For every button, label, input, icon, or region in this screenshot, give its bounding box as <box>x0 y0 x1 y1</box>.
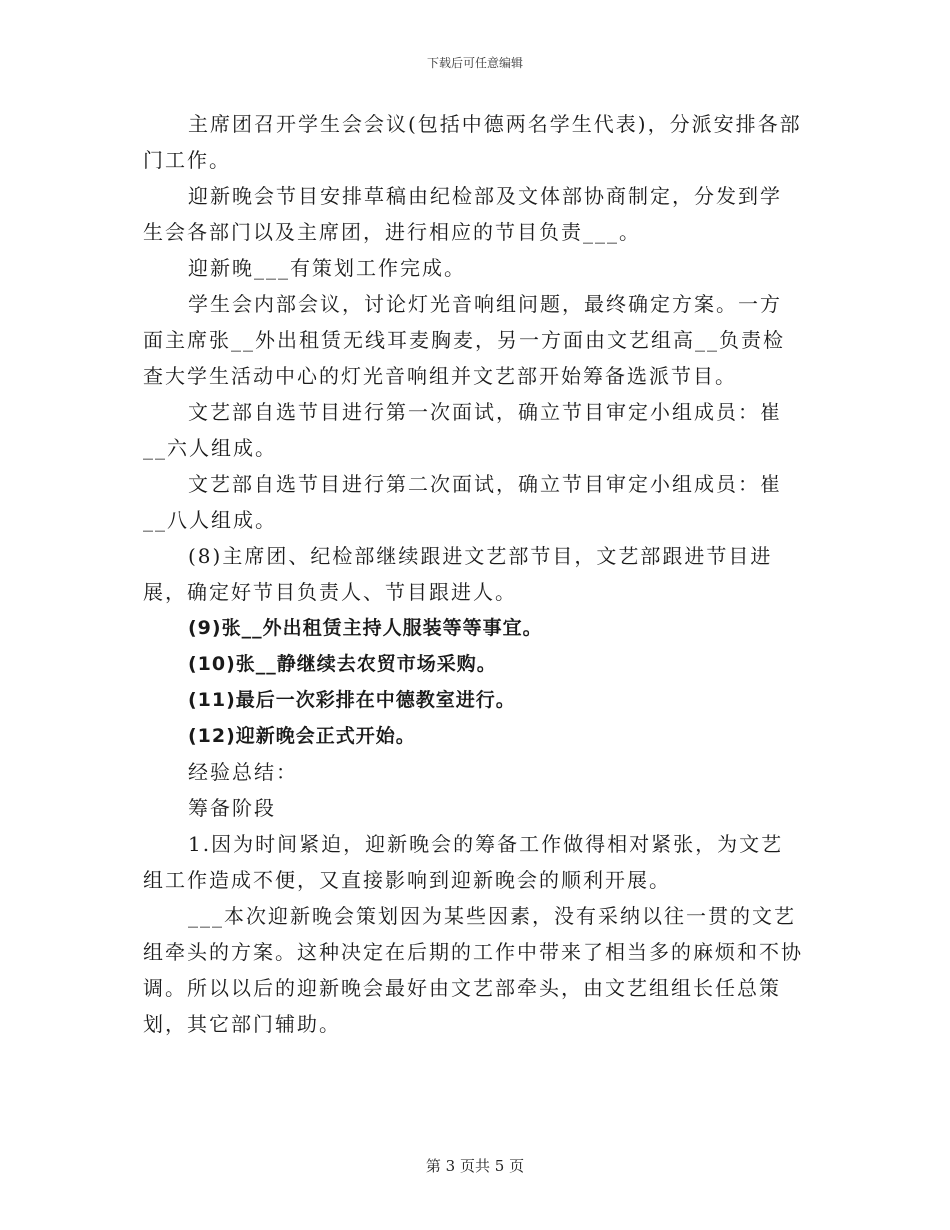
paragraph: (8)主席团、纪检部继续跟进文艺部节目，文艺部跟进节目进展，确定好节目负责人、节目跟进人。 <box>143 544 773 604</box>
paragraph: 文艺部自选节目进行第一次面试，确立节目审定小组成员：崔__六人组成。 <box>143 400 782 460</box>
paragraph: 筹备阶段 <box>188 796 276 820</box>
paragraph: 1.因为时间紧迫，迎新晚会的筹备工作做得相对紧张，为文艺组工作造成不便，又直接影响到迎新晚会的顺利开展。 <box>143 832 784 892</box>
paragraph: (10)张__静继续去农贸市场采购。 <box>188 653 497 675</box>
document-body <box>143 106 803 1042</box>
paragraph: 经验总结： <box>188 760 298 784</box>
paragraph: (9)张__外出租赁主持人服装等等事宜。 <box>188 617 543 639</box>
paragraph: (12)迎新晚会正式开始。 <box>188 725 416 747</box>
paragraph: (11)最后一次彩排在中德教室进行。 <box>188 689 516 711</box>
page-footer: 第 3 页共 5 页 <box>425 1157 525 1175</box>
paragraph: 迎新晚___有策划工作完成。 <box>188 256 466 280</box>
paragraph: ___本次迎新晚会策划因为某些因素，没有采纳以往一贯的文艺组牵头的方案。这种决定在后期的工作中带来了相当多的麻烦和不协调。所以以后的迎新晚会最好由文艺部牵头，由文艺组组长任总策划，其它部门辅助。 <box>143 904 803 1036</box>
page-header: 下载后可任意编辑 <box>426 56 523 70</box>
paragraph: 文艺部自选节目进行第二次面试，确立节目审定小组成员：崔__八人组成。 <box>143 472 782 532</box>
paragraph: 学生会内部会议，讨论灯光音响组问题，最终确定方案。一方面主席张__外出租赁无线耳麦胸麦，另一方面由文艺组高__负责检查大学生活动中心的灯光音响组并文艺部开始筹备选派节目。 <box>143 292 785 388</box>
paragraph: 主席团召开学生会会议(包括中德两名学生代表)，分派安排各部门工作。 <box>143 112 802 172</box>
paragraph: 迎新晚会节目安排草稿由纪检部及文体部协商制定，分发到学生会各部门以及主席团，进行相应的节目负责___。 <box>143 184 782 244</box>
